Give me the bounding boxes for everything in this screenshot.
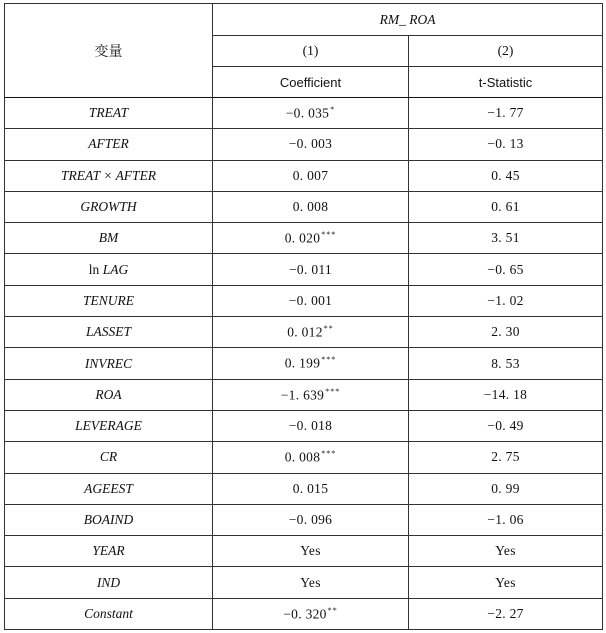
variable-name-cell: LEVERAGE [5, 410, 213, 441]
t-statistic-cell: −14. 18 [409, 379, 603, 410]
regression-table-container [4, 3, 602, 630]
table-row [5, 317, 603, 348]
coefficient-value: −0. 018 [288, 418, 333, 434]
coefficient-value: −0. 320 [283, 606, 327, 622]
variable-name-cell: TREAT [5, 98, 213, 129]
coefficient-value: −0. 001 [288, 292, 333, 308]
coefficient-value: Yes [300, 543, 321, 559]
variable-name-cell: BM [5, 223, 213, 254]
variable-name-cell: CR [5, 442, 213, 473]
variable-name-cell: ROA [5, 379, 213, 410]
table-row [5, 536, 603, 567]
coefficient-cell [213, 191, 409, 222]
table-body [5, 98, 603, 630]
coefficient-value: 0. 015 [292, 480, 329, 496]
coefficient-cell [213, 223, 409, 254]
variable-header: 变量 [5, 4, 213, 98]
t-statistic-cell: 3. 51 [409, 223, 603, 254]
table-header [5, 4, 603, 98]
variable-name-cell: TREAT × AFTER [5, 160, 213, 191]
variable-name-cell: IND [5, 567, 213, 598]
coefficient-cell [213, 317, 409, 348]
table-row [5, 98, 603, 129]
column-2-number: (2) [409, 36, 603, 67]
t-statistic-header: t-Statistic [409, 67, 603, 98]
variable-name-cell: GROWTH [5, 191, 213, 222]
significance-stars: ** [327, 605, 338, 615]
table-row [5, 598, 603, 629]
t-statistic-cell: −0. 49 [409, 410, 603, 441]
table-row [5, 410, 603, 441]
t-statistic-cell: −0. 13 [409, 129, 603, 160]
t-statistic-cell: 0. 61 [409, 191, 603, 222]
variable-name-cell: INVREC [5, 348, 213, 379]
coefficient-cell [213, 410, 409, 441]
coefficient-cell [213, 504, 409, 535]
coefficient-value: 0. 008 [284, 449, 321, 465]
column-1-number: (1) [213, 36, 409, 67]
table-row [5, 379, 603, 410]
coefficient-value: 0. 008 [292, 199, 329, 215]
t-statistic-cell: −2. 27 [409, 598, 603, 629]
coefficient-cell [213, 348, 409, 379]
coefficient-value: −0. 003 [288, 136, 333, 152]
significance-stars: *** [321, 449, 337, 459]
coefficient-value: Yes [300, 574, 321, 590]
table-row [5, 129, 603, 160]
t-statistic-cell: Yes [409, 567, 603, 598]
table-row [5, 191, 603, 222]
coefficient-value: −0. 035 [285, 105, 330, 121]
table-row [5, 285, 603, 316]
significance-stars: *** [325, 386, 341, 396]
table-row [5, 504, 603, 535]
coefficient-cell [213, 598, 409, 629]
variable-name-cell: AGEEST [5, 473, 213, 504]
coefficient-cell [213, 536, 409, 567]
coefficient-cell [213, 98, 409, 129]
t-statistic-cell: −1. 02 [409, 285, 603, 316]
coefficient-cell [213, 129, 409, 160]
variable-name-cell: BOAIND [5, 504, 213, 535]
coefficient-value: 0. 020 [284, 230, 321, 246]
variable-name-cell [5, 254, 213, 285]
significance-stars: *** [321, 355, 337, 365]
coefficient-cell [213, 473, 409, 504]
ln-prefix: ln [88, 261, 103, 277]
table-row [5, 223, 603, 254]
variable-name-cell: TENURE [5, 285, 213, 316]
t-statistic-cell: 0. 45 [409, 160, 603, 191]
t-statistic-cell: −1. 06 [409, 504, 603, 535]
coefficient-value: −0. 096 [288, 512, 333, 527]
variable-name-cell: LASSET [5, 317, 213, 348]
significance-stars: ** [323, 323, 334, 333]
t-statistic-cell: −0. 65 [409, 254, 603, 285]
coefficient-cell [213, 254, 409, 285]
coefficient-value: −1. 639 [280, 387, 325, 403]
coefficient-value: 0. 007 [292, 167, 329, 183]
t-statistic-cell: 2. 75 [409, 442, 603, 473]
t-statistic-cell: 2. 30 [409, 317, 603, 348]
table-row [5, 348, 603, 379]
coefficient-cell [213, 160, 409, 191]
dependent-variable-header: RM_ ROA [213, 4, 603, 36]
significance-stars: *** [321, 230, 337, 240]
table-row [5, 473, 603, 504]
variable-name-italic: LAG [102, 261, 129, 277]
table-row [5, 442, 603, 473]
coefficient-cell [213, 442, 409, 473]
t-statistic-cell: 0. 99 [409, 473, 603, 504]
t-statistic-cell: 8. 53 [409, 348, 603, 379]
coefficient-value: −0. 011 [289, 261, 332, 277]
coefficient-value: 0. 012 [287, 324, 323, 340]
regression-table [4, 3, 603, 630]
t-statistic-cell: Yes [409, 536, 603, 567]
variable-name-cell: YEAR [5, 536, 213, 567]
t-statistic-cell: −1. 77 [409, 98, 603, 129]
coefficient-value: 0. 199 [284, 355, 321, 371]
coefficient-header: Coefficient [213, 67, 409, 98]
coefficient-cell [213, 285, 409, 316]
table-row [5, 160, 603, 191]
coefficient-cell [213, 379, 409, 410]
variable-name-cell: Constant [5, 598, 213, 629]
significance-stars: * [330, 104, 336, 114]
variable-name-cell: AFTER [5, 129, 213, 160]
coefficient-cell [213, 567, 409, 598]
table-row [5, 567, 603, 598]
table-row [5, 254, 603, 285]
